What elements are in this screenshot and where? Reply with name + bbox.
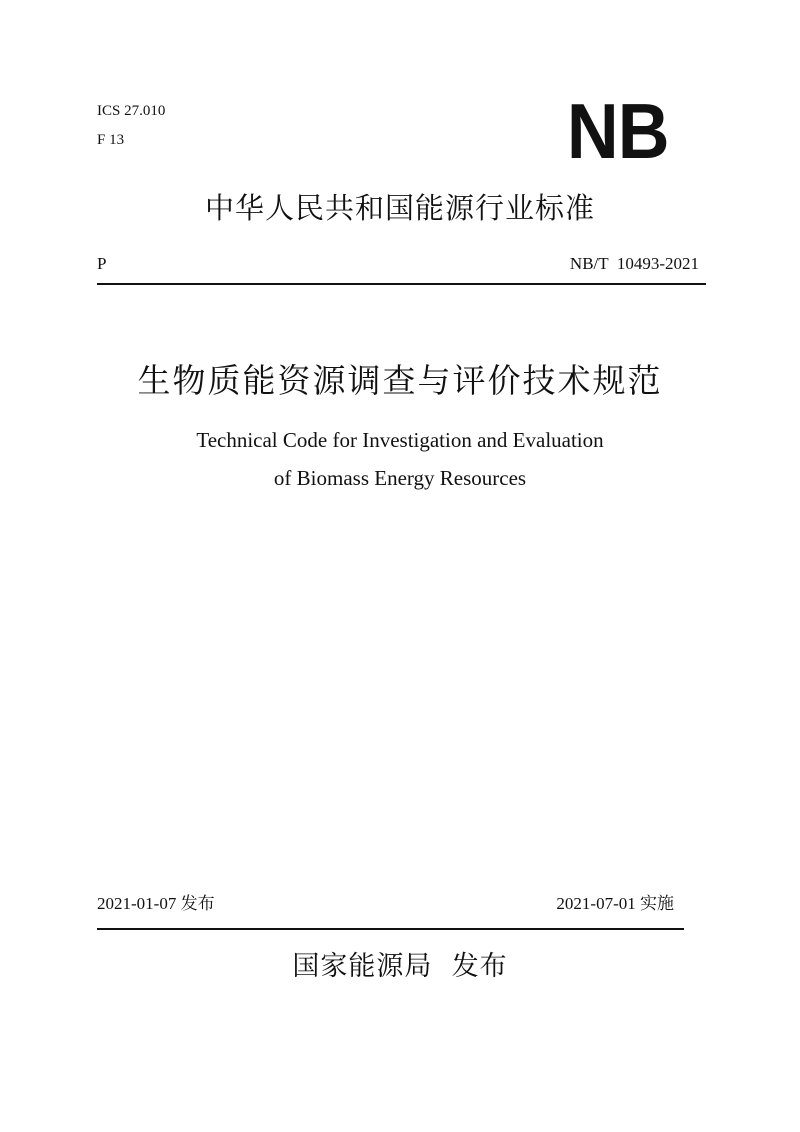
implementation-date: 2021-07-01 实施 [556, 894, 674, 913]
top-divider [97, 283, 706, 285]
classification-code: P [97, 254, 107, 273]
publisher: 国家能源局 发布 [292, 951, 508, 982]
ics-code: ICS 27.010 [97, 103, 166, 119]
chinese-title: 生物质能资源调查与评价技术规范 [137, 361, 663, 400]
issue-date: 2021-01-07 发布 [97, 894, 215, 913]
industry-standard-title: 中华人民共和国能源行业标准 [204, 191, 595, 225]
standard-number: NB/T 10493-2021 [569, 254, 699, 273]
english-title-line-1: Technical Code for Investigation and Evaluation [196, 428, 604, 452]
ccs-code: F 13 [97, 132, 125, 148]
english-title-line-2: of Biomass Energy Resources [273, 466, 527, 490]
bottom-divider [97, 928, 684, 930]
nb-logo: NB [567, 87, 669, 175]
